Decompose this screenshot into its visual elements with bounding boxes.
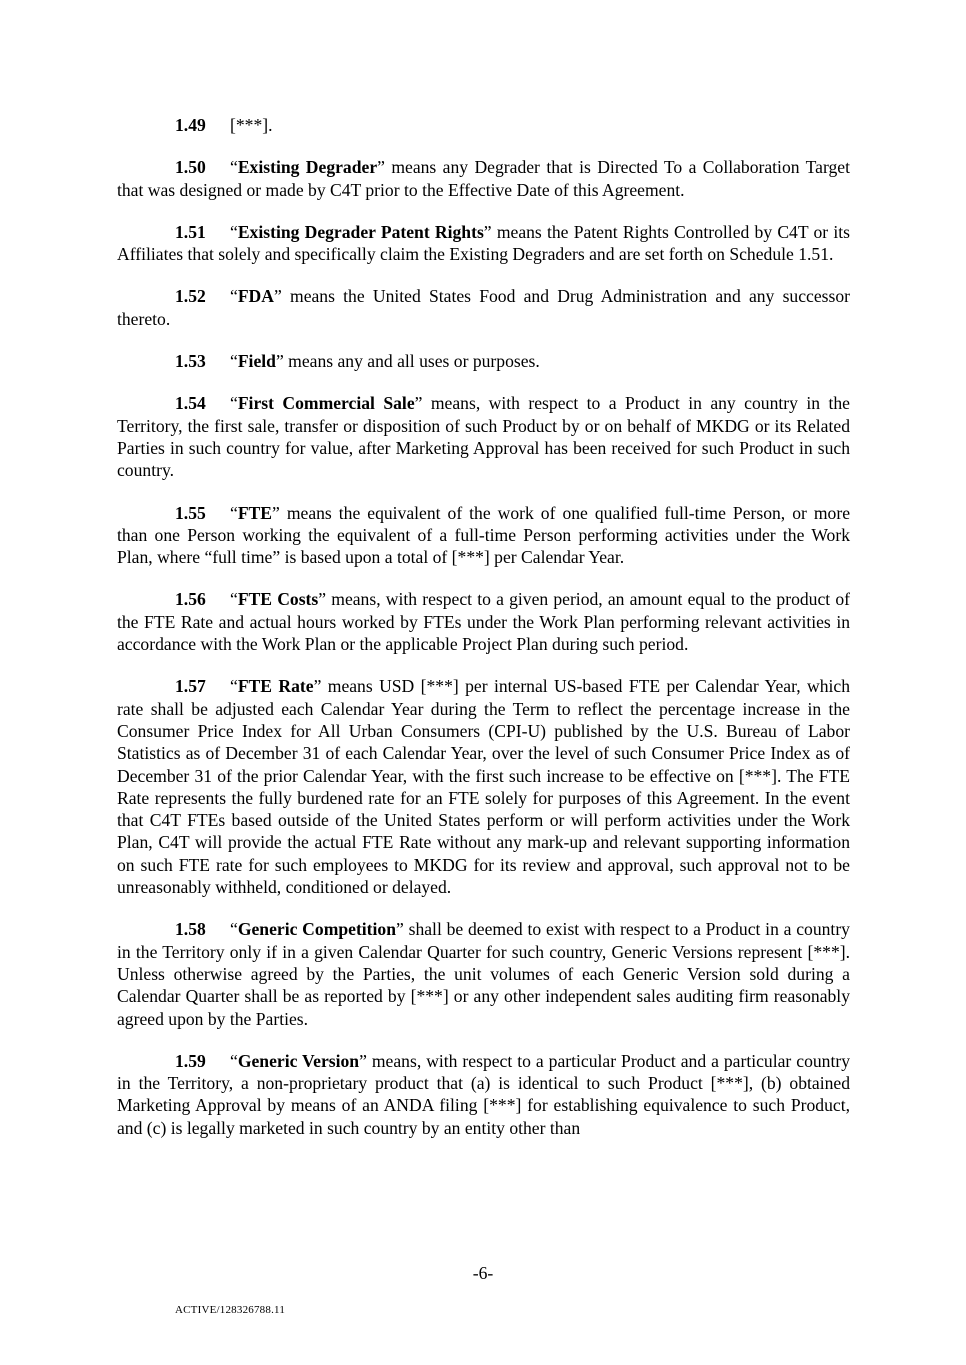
paragraph-text: “ xyxy=(230,676,238,697)
paragraph-text: “ xyxy=(230,351,238,372)
paragraph-text: ” means, with respect to a given period, an amount equal to the product of the FTE Rate and actual hours worked by FTEs under the Work Plan performing relevant activities in accordance with the Work Plan or the applicable Project Plan during such period. xyxy=(117,589,850,655)
paragraph-text: ” shall be deemed to exist with respect to a Product in a country in the Territory only if in a given Calendar Quarter for such country, Generic Versions represent [***]. Unless otherwise agreed by the Parties, the unit volumes of each Generic Version sold during a Calendar Quarter shall be as reported by [***] or any other independent sales auditing firm reasonably agreed upon by the Parties. xyxy=(117,919,850,1029)
section-number: 1.57 xyxy=(175,676,206,697)
section-number: 1.50 xyxy=(175,157,206,178)
defined-term: FDA xyxy=(237,286,274,307)
defined-term: Generic Version xyxy=(237,1050,360,1071)
paragraph-text: ” means any and all uses or purposes. xyxy=(275,351,540,372)
section-number: 1.53 xyxy=(175,351,206,372)
defined-term: FTE Rate xyxy=(237,676,314,697)
paragraph-text: ” means the Patent Rights Controlled by C4T or its Affiliates that solely and specifically claim the Existing Degraders and are set forth on Schedule 1.51. xyxy=(117,221,850,265)
paragraph-text: ” means the United States Food and Drug Administration and any successor thereto. xyxy=(117,286,850,329)
definition-paragraph xyxy=(117,1050,850,1139)
definitions-body xyxy=(117,114,850,1159)
paragraph-text: “ xyxy=(230,919,238,940)
defined-term: Existing Degrader Patent Rights xyxy=(237,221,484,242)
section-number: 1.49 xyxy=(175,115,206,135)
definition-paragraph xyxy=(117,588,850,655)
section-number: 1.56 xyxy=(175,589,206,610)
paragraph-text: [***]. xyxy=(230,115,273,135)
definition-paragraph xyxy=(117,285,850,330)
section-number: 1.58 xyxy=(175,919,206,940)
definition-paragraph xyxy=(117,221,850,266)
paragraph-text: ” means USD [***] per internal US-based FTE per Calendar Year, which rate shall be adjusted each Calendar Year during the Term to reflect the percentage increase in the Consumer Price Index for All Urban Consumers (CPI-U) published by the U.S. Bureau of Labor Statistics as of December 31 of each Calendar Year, over the level of such Consumer Price Index as of December 31 of the prior Calendar Year, with the first such increase to be effective on [***]. The FTE Rate represents the fully burdened rate for an FTE solely for purposes of this Agreement. In the event that C4T FTEs based outside of the United States perform or will perform activities under the Work Plan, C4T will provide the actual FTE Rate without any mark-up and relevant supporting information on such FTE rate for such employees to MKDG for its review and approval, such approval not to be unreasonably withheld, conditioned or delayed. xyxy=(117,676,850,898)
section-number: 1.52 xyxy=(175,286,206,307)
section-number: 1.54 xyxy=(175,393,206,414)
paragraph-text: “ xyxy=(230,221,238,242)
paragraph-text: “ xyxy=(230,502,238,523)
paragraph-text: “ xyxy=(230,286,238,307)
paragraph-text: “ xyxy=(230,157,238,178)
paragraph-text: “ xyxy=(230,589,238,610)
page-number: -6- xyxy=(472,1263,494,1283)
defined-term: Field xyxy=(237,351,276,372)
paragraph-text: “ xyxy=(230,393,238,414)
defined-term: First Commercial Sale xyxy=(237,393,415,414)
defined-term: FTE Costs xyxy=(237,589,319,610)
document-footer-id: ACTIVE/128326788.11 xyxy=(175,1304,286,1316)
defined-term: Existing Degrader xyxy=(237,157,378,178)
section-number: 1.51 xyxy=(175,221,206,242)
paragraph-text: “ xyxy=(230,1050,238,1071)
definition-paragraph xyxy=(117,350,850,372)
definition-paragraph xyxy=(117,502,850,569)
definition-paragraph xyxy=(117,918,850,1029)
definition-paragraph xyxy=(117,156,850,201)
paragraph-text: ” means, with respect to a particular Product and a particular country in the Territory, a non-proprietary product that (a) is identical to such Product [***], (b) obtained Marketing Approval by means of an ANDA filing [***] for establishing equivalence to such Product, and (c) is legally marketed in such country by an entity other than xyxy=(117,1050,850,1138)
section-number: 1.55 xyxy=(175,502,206,523)
section-number: 1.59 xyxy=(175,1050,206,1071)
definition-paragraph xyxy=(117,392,850,481)
paragraph-text: ” means the equivalent of the work of one qualified full-time Person, or more than one Person working the equivalent of a full-time Person performing activities under the Work Plan, where “full time” is based upon a total of [***] per Calendar Year. xyxy=(117,502,850,568)
paragraph-text: ” means, with respect to a Product in any country in the Territory, the first sale, transfer or disposition of such Product by or on behalf of MKDG or its Related Parties in such country for value, after Marketing Approval has been received for such Product in such country. xyxy=(117,393,850,481)
defined-term: FTE xyxy=(237,502,273,523)
defined-term: Generic Competition xyxy=(237,919,397,940)
definition-paragraph xyxy=(117,675,850,898)
paragraph-text: ” means any Degrader that is Directed To a Collaboration Target that was designed or made by C4T prior to the Effective Date of this Agreement. xyxy=(117,157,850,200)
definition-paragraph xyxy=(117,114,850,136)
